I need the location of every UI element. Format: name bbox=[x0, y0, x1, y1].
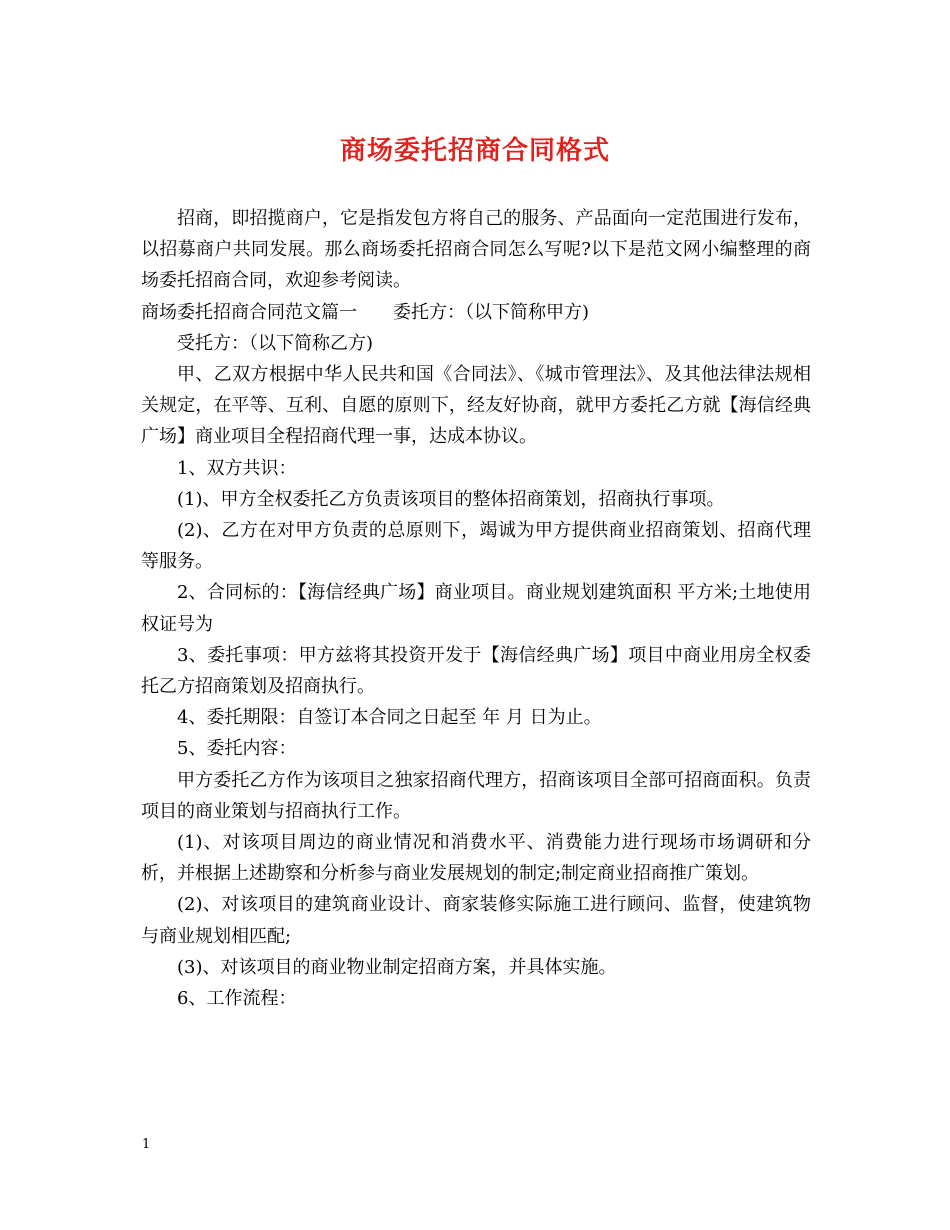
paragraph: 招商，即招揽商户，它是指发包方将自己的服务、产品面向一定范围进行发布，以招募商户共同发展。那么商场委托招商合同怎么写呢?以下是范文网小编整理的商场委托招商合同，欢迎参考阅读。 bbox=[141, 208, 811, 292]
paragraph: (1)、对该项目周边的商业情况和消费水平、消费能力进行现场市场调研和分析，并根据上述勘察和分析参与商业发展规划的制定;制定商业招商推广策划。 bbox=[141, 832, 811, 885]
paragraph: (2)、乙方在对甲方负责的总原则下，竭诚为甲方提供商业招商策划、招商代理等服务。 bbox=[141, 520, 811, 573]
paragraph: 2、合同标的：【海信经典广场】商业项目。商业规划建筑面积 平方米;土地使用权证号为 bbox=[141, 582, 811, 635]
paragraph: 3、委托事项：甲方兹将其投资开发于【海信经典广场】项目中商业用房全权委托乙方招商策划及招商执行。 bbox=[141, 644, 811, 698]
paragraph: 5、委托内容： bbox=[177, 738, 297, 760]
paragraph: 甲、乙双方根据中华人民共和国《合同法》、《城市管理法》、及其他法律法规相关规定，在平等、互利、自愿的原则下，经友好协商，就甲方委托乙方就【海信经典广场】商业项目全程招商代理一事，达成本协议。 bbox=[141, 364, 811, 448]
page-number: 1 bbox=[142, 1137, 151, 1152]
paragraph: 4、委托期限：自签订本合同之日起至 年 月 日为止。 bbox=[177, 707, 602, 729]
paragraph: 1、双方共识： bbox=[177, 457, 297, 479]
paragraph: 6、工作流程： bbox=[177, 988, 297, 1010]
paragraph: 受托方：（以下简称乙方) bbox=[177, 332, 374, 354]
paragraph: 甲方委托乙方作为该项目之独家招商代理方，招商该项目全部可招商面积。负责项目的商业策划与招商执行工作。 bbox=[141, 769, 811, 822]
paragraph: (1)、甲方全权委托乙方负责该项目的整体招商策划，招商执行事项。 bbox=[177, 488, 725, 510]
paragraph: 商场委托招商合同范文篇一 委托方：（以下简称甲方) bbox=[141, 301, 590, 323]
paragraph: (3)、对该项目的商业物业制定招商方案，并具体实施。 bbox=[177, 956, 617, 978]
document-body bbox=[141, 203, 811, 1014]
document-title: 商场委托招商合同格式 bbox=[339, 136, 610, 166]
paragraph: (2)、对该项目的建筑商业设计、商家装修实际施工进行顾问、监督，使建筑物与商业规划相匹配; bbox=[141, 894, 811, 947]
